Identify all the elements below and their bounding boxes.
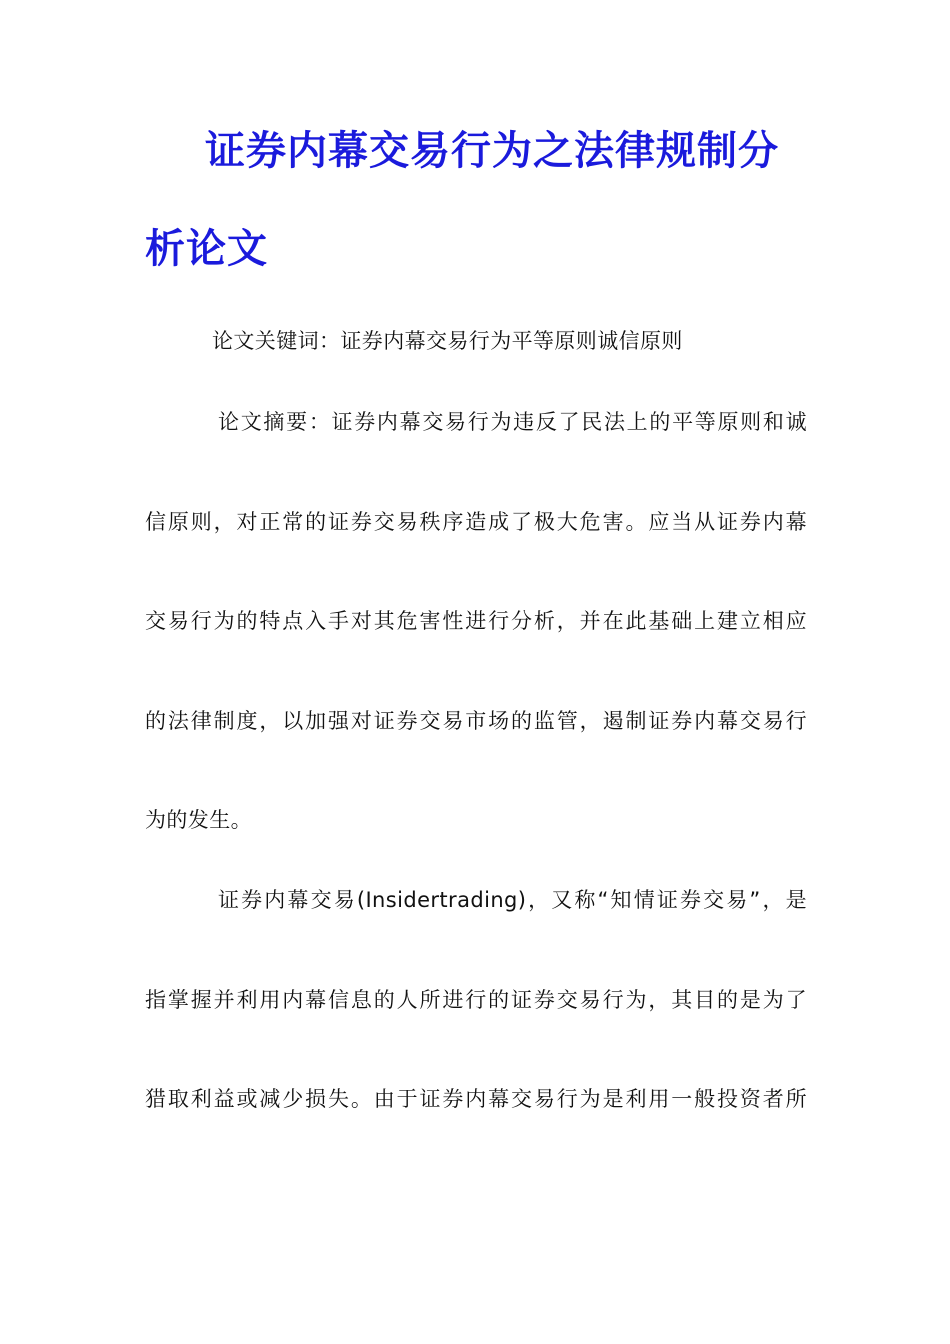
- document-title-line-1: 证券内幕交易行为之法律规制分: [205, 127, 779, 174]
- body-line: 证券内幕交易(Insidertrading)，又称“知情证券交易”，是: [218, 888, 807, 912]
- body-line: 猎取利益或减少损失。由于证券内幕交易行为是利用一般投资者所: [145, 1087, 807, 1111]
- abstract-line: 交易行为的特点入手对其危害性进行分析，并在此基础上建立相应: [145, 609, 807, 633]
- keywords-line: 论文关键词：证券内幕交易行为平等原则诚信原则: [212, 329, 683, 353]
- abstract-line: 为的发生。: [145, 808, 252, 832]
- abstract-line: 的法律制度，以加强对证券交易市场的监管，遏制证券内幕交易行: [145, 709, 807, 733]
- document-title-line-2: 析论文: [145, 225, 268, 272]
- abstract-line: 论文摘要：证券内幕交易行为违反了民法上的平等原则和诚: [218, 410, 807, 434]
- abstract-line: 信原则，对正常的证券交易秩序造成了极大危害。应当从证券内幕: [145, 510, 807, 534]
- body-line: 指掌握并利用内幕信息的人所进行的证券交易行为，其目的是为了: [145, 988, 807, 1012]
